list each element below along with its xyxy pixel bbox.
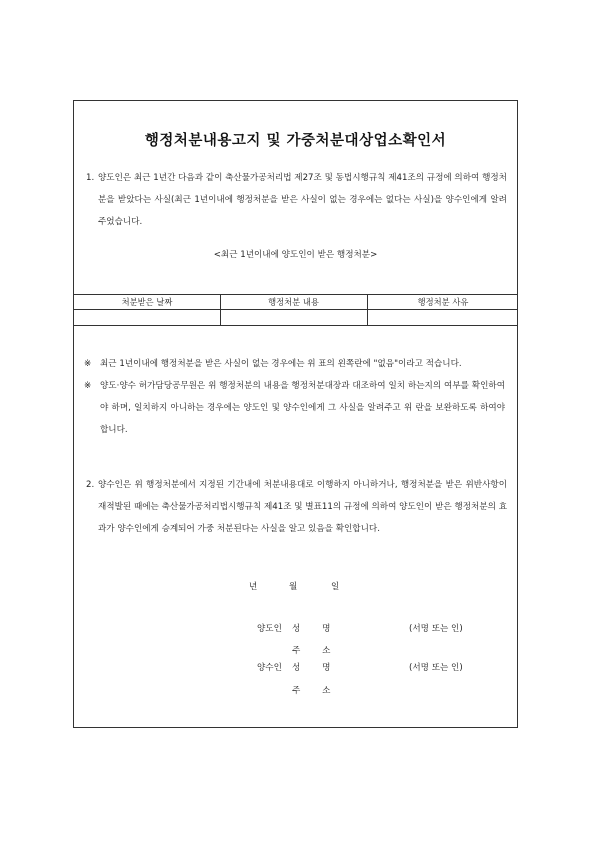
- note-item: [84, 353, 505, 375]
- table-header-date: 처분받은 날짜: [121, 297, 173, 307]
- table-caption: <최근 1년이내에 양도인이 받은 행정처분>: [213, 250, 378, 260]
- section-2-text: 양수인은 위 행정처분에서 지정된 기간내에 처분내용대로 이행하지 아니하거나, 행정처분을 받은 위반사항이 재적발된 때에는 축산물가공처리법시행규칙 제41조 및 별표11의 규정에 의하여 양도인이 받은 행정처분의 효과가 양수인에게 승계되어 가중 처분된다는 사실을 알고 있음을 확인합니다.: [98, 480, 507, 534]
- table-divider: [220, 295, 221, 325]
- transferee-sign-hint: (서명 또는 인): [409, 663, 463, 673]
- document-title: 행정처분내용고지 및 가중처분대상업소확인서: [144, 133, 447, 149]
- table-header-content: 행정처분 내용: [268, 297, 319, 307]
- section-1-number: 1.: [86, 173, 95, 183]
- disposition-table: [74, 294, 517, 326]
- section-2-number: 2.: [86, 480, 95, 490]
- section-1: [86, 167, 507, 233]
- section-2: [86, 474, 507, 540]
- transferor-label: 양도인: [257, 624, 282, 634]
- document-frame: [73, 100, 518, 728]
- note-text: 최근 1년이내에 행정처분을 받은 사실이 없는 경우에는 위 표의 왼쪽란에 "없음"이라고 적습니다.: [100, 359, 462, 369]
- note-text: 양도·양수 허가담당공무원은 위 행정처분의 내용을 행정처분대장과 대조하여 일치 하는지의 여부를 확인하여야 하며, 일치하지 아니하는 경우에는 양도인 및 양수인에게 그 사실을 알려주고 위 란을 보완하도록 하여야 합니다.: [100, 381, 505, 435]
- section-1-text: 양도인은 최근 1년간 다음과 같이 축산물가공처리법 제27조 및 동법시행규칙 제41조의 규정에 의하여 행정처분을 받았다는 사실(최근 1년이내에 행정처분을 받은 사실이 없는 경우에는 없다는 사실)을 양수인에게 알려 주었습니다.: [98, 173, 507, 227]
- table-divider: [367, 295, 368, 325]
- note-mark: ※: [84, 381, 92, 391]
- transferee-name-label: 성 명: [292, 663, 331, 673]
- transferor-address-label: 주 소: [292, 646, 331, 656]
- date-year: 년: [249, 582, 258, 592]
- transferor-name-label: 성 명: [292, 624, 331, 634]
- note-mark: ※: [84, 359, 92, 369]
- date-day: 일: [331, 582, 340, 592]
- date-month: 월: [289, 582, 298, 592]
- table-header-reason: 행정처분 사유: [417, 297, 469, 307]
- notes: [84, 353, 505, 441]
- note-item: [84, 375, 505, 441]
- transferee-label: 양수인: [257, 663, 282, 673]
- transferor-sign-hint: (서명 또는 인): [409, 624, 463, 634]
- transferee-address-label: 주 소: [292, 686, 331, 696]
